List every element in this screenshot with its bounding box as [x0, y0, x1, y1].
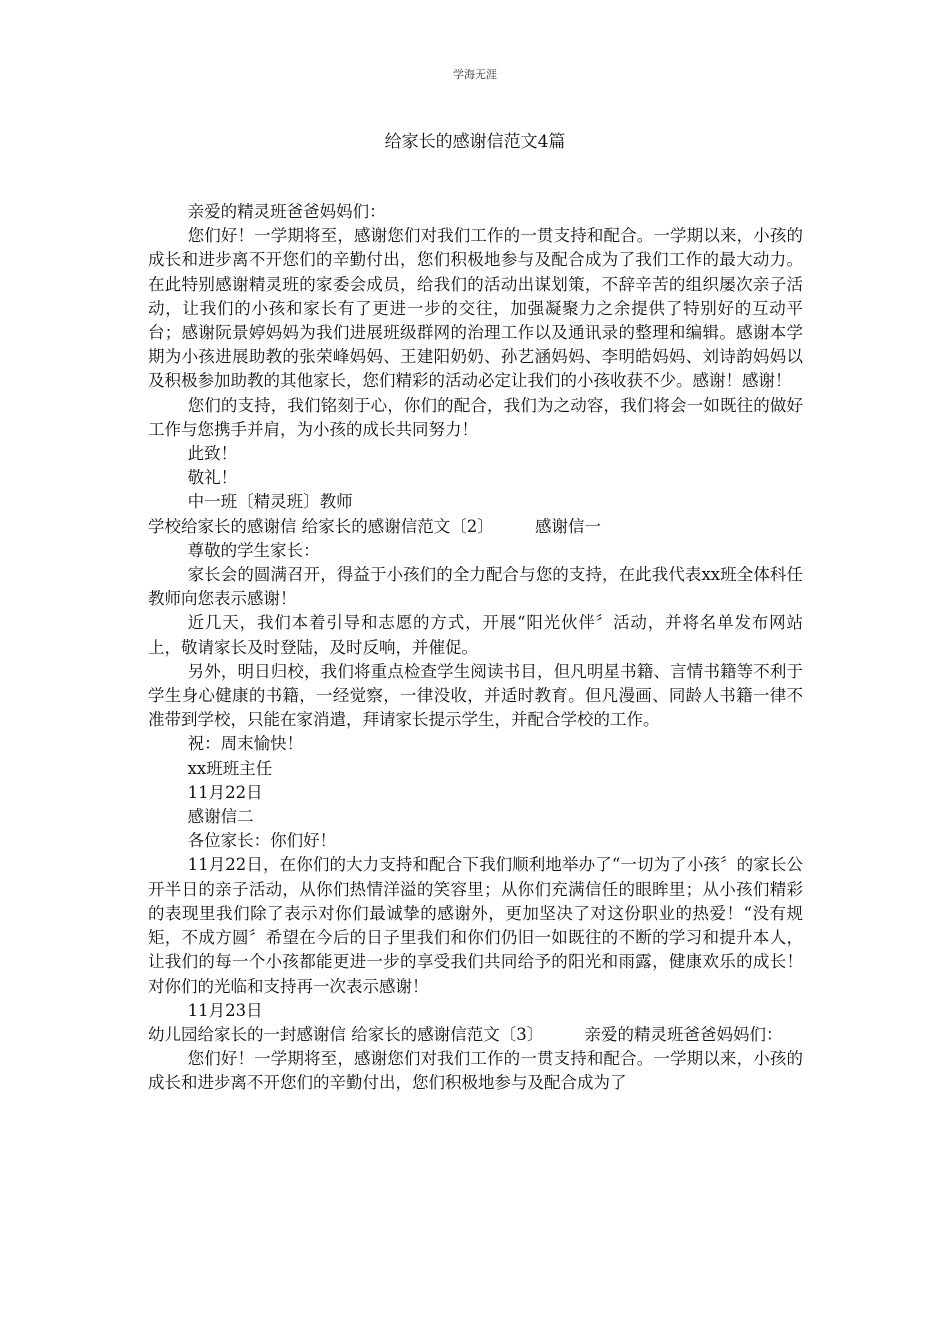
paragraph: 您们的支持，我们铭刻于心，你们的配合，我们为之动容，我们将会一如既往的做好工作与您携手并肩，为小孩的成长共同努力！: [148, 395, 803, 439]
paragraph: 尊敬的学生家长：: [187, 540, 320, 560]
section-heading: 学校给家长的感谢信 给家长的感谢信范文〔2〕 感谢信一: [148, 516, 601, 536]
paragraph: 各位家长：你们好！: [187, 831, 337, 851]
paragraph: 11月22日，在你们的大力支持和配合下我们顺利地举办了“一切为了小孩〞的家长公开半日的亲子活动，从你们热情洋溢的笑容里；从你们充满信任的眼眸里；从小孩们精彩的表现里我们除了表示对你们最诚挚的感谢外，更加坚决了对这份职业的热爱！“没有规矩，不成方圆〞希望在今后的日子里我们和你们仍旧一如既往的不断的学习和提升本人，让我们的每一个小孩都能更进一步的享受我们共同给予的阳光和雨露，健康欢乐的成长！对你们的光临和支持再一次表示感谢！: [148, 855, 803, 996]
paragraph: 11月22日: [187, 782, 263, 802]
document-body: [148, 200, 803, 1096]
paragraph: 11月23日: [187, 1000, 263, 1020]
paragraph: xx班班主任: [187, 758, 273, 778]
section-heading: 幼儿园给家长的一封感谢信 给家长的感谢信范文〔3〕 亲爱的精灵班爸爸妈妈们：: [148, 1024, 783, 1044]
paragraph: 近几天，我们本着引导和志愿的方式，开展“阳光伙伴〞活动，并将名单发布网站上，敬请家长及时登陆，及时反响，并催促。: [148, 613, 803, 657]
page-header: 学海无涯: [453, 68, 497, 81]
paragraph: 您们好！一学期将至，感谢您们对我们工作的一贯支持和配合。一学期以来，小孩的成长和进步离不开您们的辛勤付出，您们积极地参与及配合成为了我们工作的最大动力。在此特别感谢精灵班的家委会成员，给我们的活动出谋划策，不辞辛苦的组织屡次亲子活动，让我们的小孩和家长有了更进一步的交往，加强凝聚力之余提供了特别好的互动平台；感谢阮景婷妈妈为我们进展班级群网的治理工作以及通讯录的整理和编辑。感谢本学期为小孩进展助教的张荣峰妈妈、王建阳奶奶、孙艺涵妈妈、李明皓妈妈、刘诗韵妈妈以及积极参加助教的其他家长，您们精彩的活动必定让我们的小孩收获不少。感谢！感谢！: [148, 226, 803, 391]
document-title: 给家长的感谢信范文4篇: [384, 132, 566, 152]
paragraph: 中一班〔精灵班〕教师: [187, 492, 353, 512]
paragraph: 另外，明日归校，我们将重点检查学生阅读书目，但凡明星书籍、言情书籍等不利于学生身心健康的书籍，一经觉察，一律没收，并适时教育。但凡漫画、同龄人书籍一律不准带到学校，只能在家消遣，拜请家长提示学生，并配合学校的工作。: [148, 661, 803, 730]
paragraph: 您们好！一学期将至，感谢您们对我们工作的一贯支持和配合。一学期以来，小孩的成长和进步离不开您们的辛勤付出，您们积极地参与及配合成为了: [148, 1049, 803, 1093]
paragraph: 家长会的圆满召开，得益于小孩们的全力配合与您的支持，在此我代表xx班全体科任教师向您表示感谢！: [148, 565, 803, 609]
paragraph: 此致！: [187, 444, 238, 464]
paragraph: 亲爱的精灵班爸爸妈妈们：: [187, 202, 386, 221]
paragraph: 祝：周末愉快！: [187, 734, 304, 754]
paragraph: 敬礼！: [187, 468, 238, 488]
paragraph: 感谢信二: [187, 807, 254, 827]
